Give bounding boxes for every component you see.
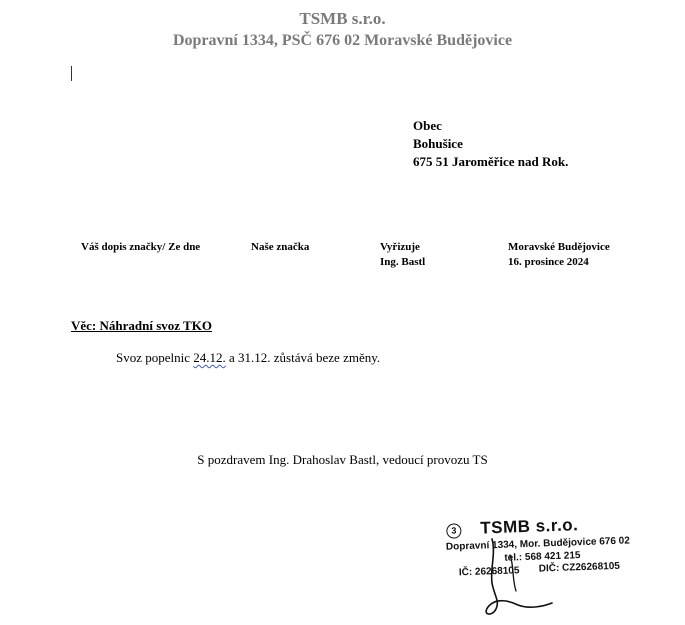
letter-place: Moravské Budějovice bbox=[508, 241, 610, 253]
stamp-company: TSMB s.r.o. bbox=[479, 515, 579, 538]
letter-body bbox=[116, 350, 380, 366]
body-prefix: Svoz popelnic bbox=[116, 350, 194, 365]
handled-by-label: Vyřizuje bbox=[380, 241, 420, 253]
handled-by bbox=[380, 240, 425, 270]
stamp-number: 3 bbox=[446, 523, 462, 539]
recipient-line-1: Obec bbox=[413, 118, 442, 133]
body-suffix: a 31.12. zůstává beze změny. bbox=[225, 350, 381, 365]
recipient-address bbox=[413, 117, 568, 171]
handwritten-signature bbox=[470, 535, 580, 620]
our-reference-label: Naše značka bbox=[251, 241, 310, 253]
body-date-flagged: 24.12. bbox=[193, 350, 226, 365]
text-cursor bbox=[71, 66, 72, 81]
recipient-line-3: 675 51 Jaroměřice nad Rok. bbox=[413, 154, 569, 169]
stamp-phone: tel.: 568 421 215 bbox=[504, 550, 581, 564]
your-letter-label: Váš dopis značky/ Ze dne bbox=[81, 241, 201, 253]
handled-by-value: Ing. Bastl bbox=[380, 256, 426, 268]
stamp-address: Dopravní 1334, Mor. Budějovice 676 02 bbox=[445, 535, 631, 553]
stamp-ic: IČ: 26268105 bbox=[458, 565, 520, 579]
stamp-dic: DIČ: CZ26268105 bbox=[538, 560, 621, 575]
company-name: TSMB s.r.o. bbox=[299, 9, 386, 28]
recipient-line-2: Bohušice bbox=[413, 136, 463, 151]
place-and-date bbox=[508, 240, 610, 270]
letter-date: 16. prosince 2024 bbox=[508, 256, 589, 268]
letter-subject: Věc: Náhradní svoz TKO bbox=[71, 318, 212, 333]
company-address: Dopravní 1334, PSČ 676 02 Moravské Budějovice bbox=[172, 32, 513, 49]
closing-greeting: S pozdravem Ing. Drahoslav Bastl, vedoucí provozu TS bbox=[197, 452, 488, 467]
